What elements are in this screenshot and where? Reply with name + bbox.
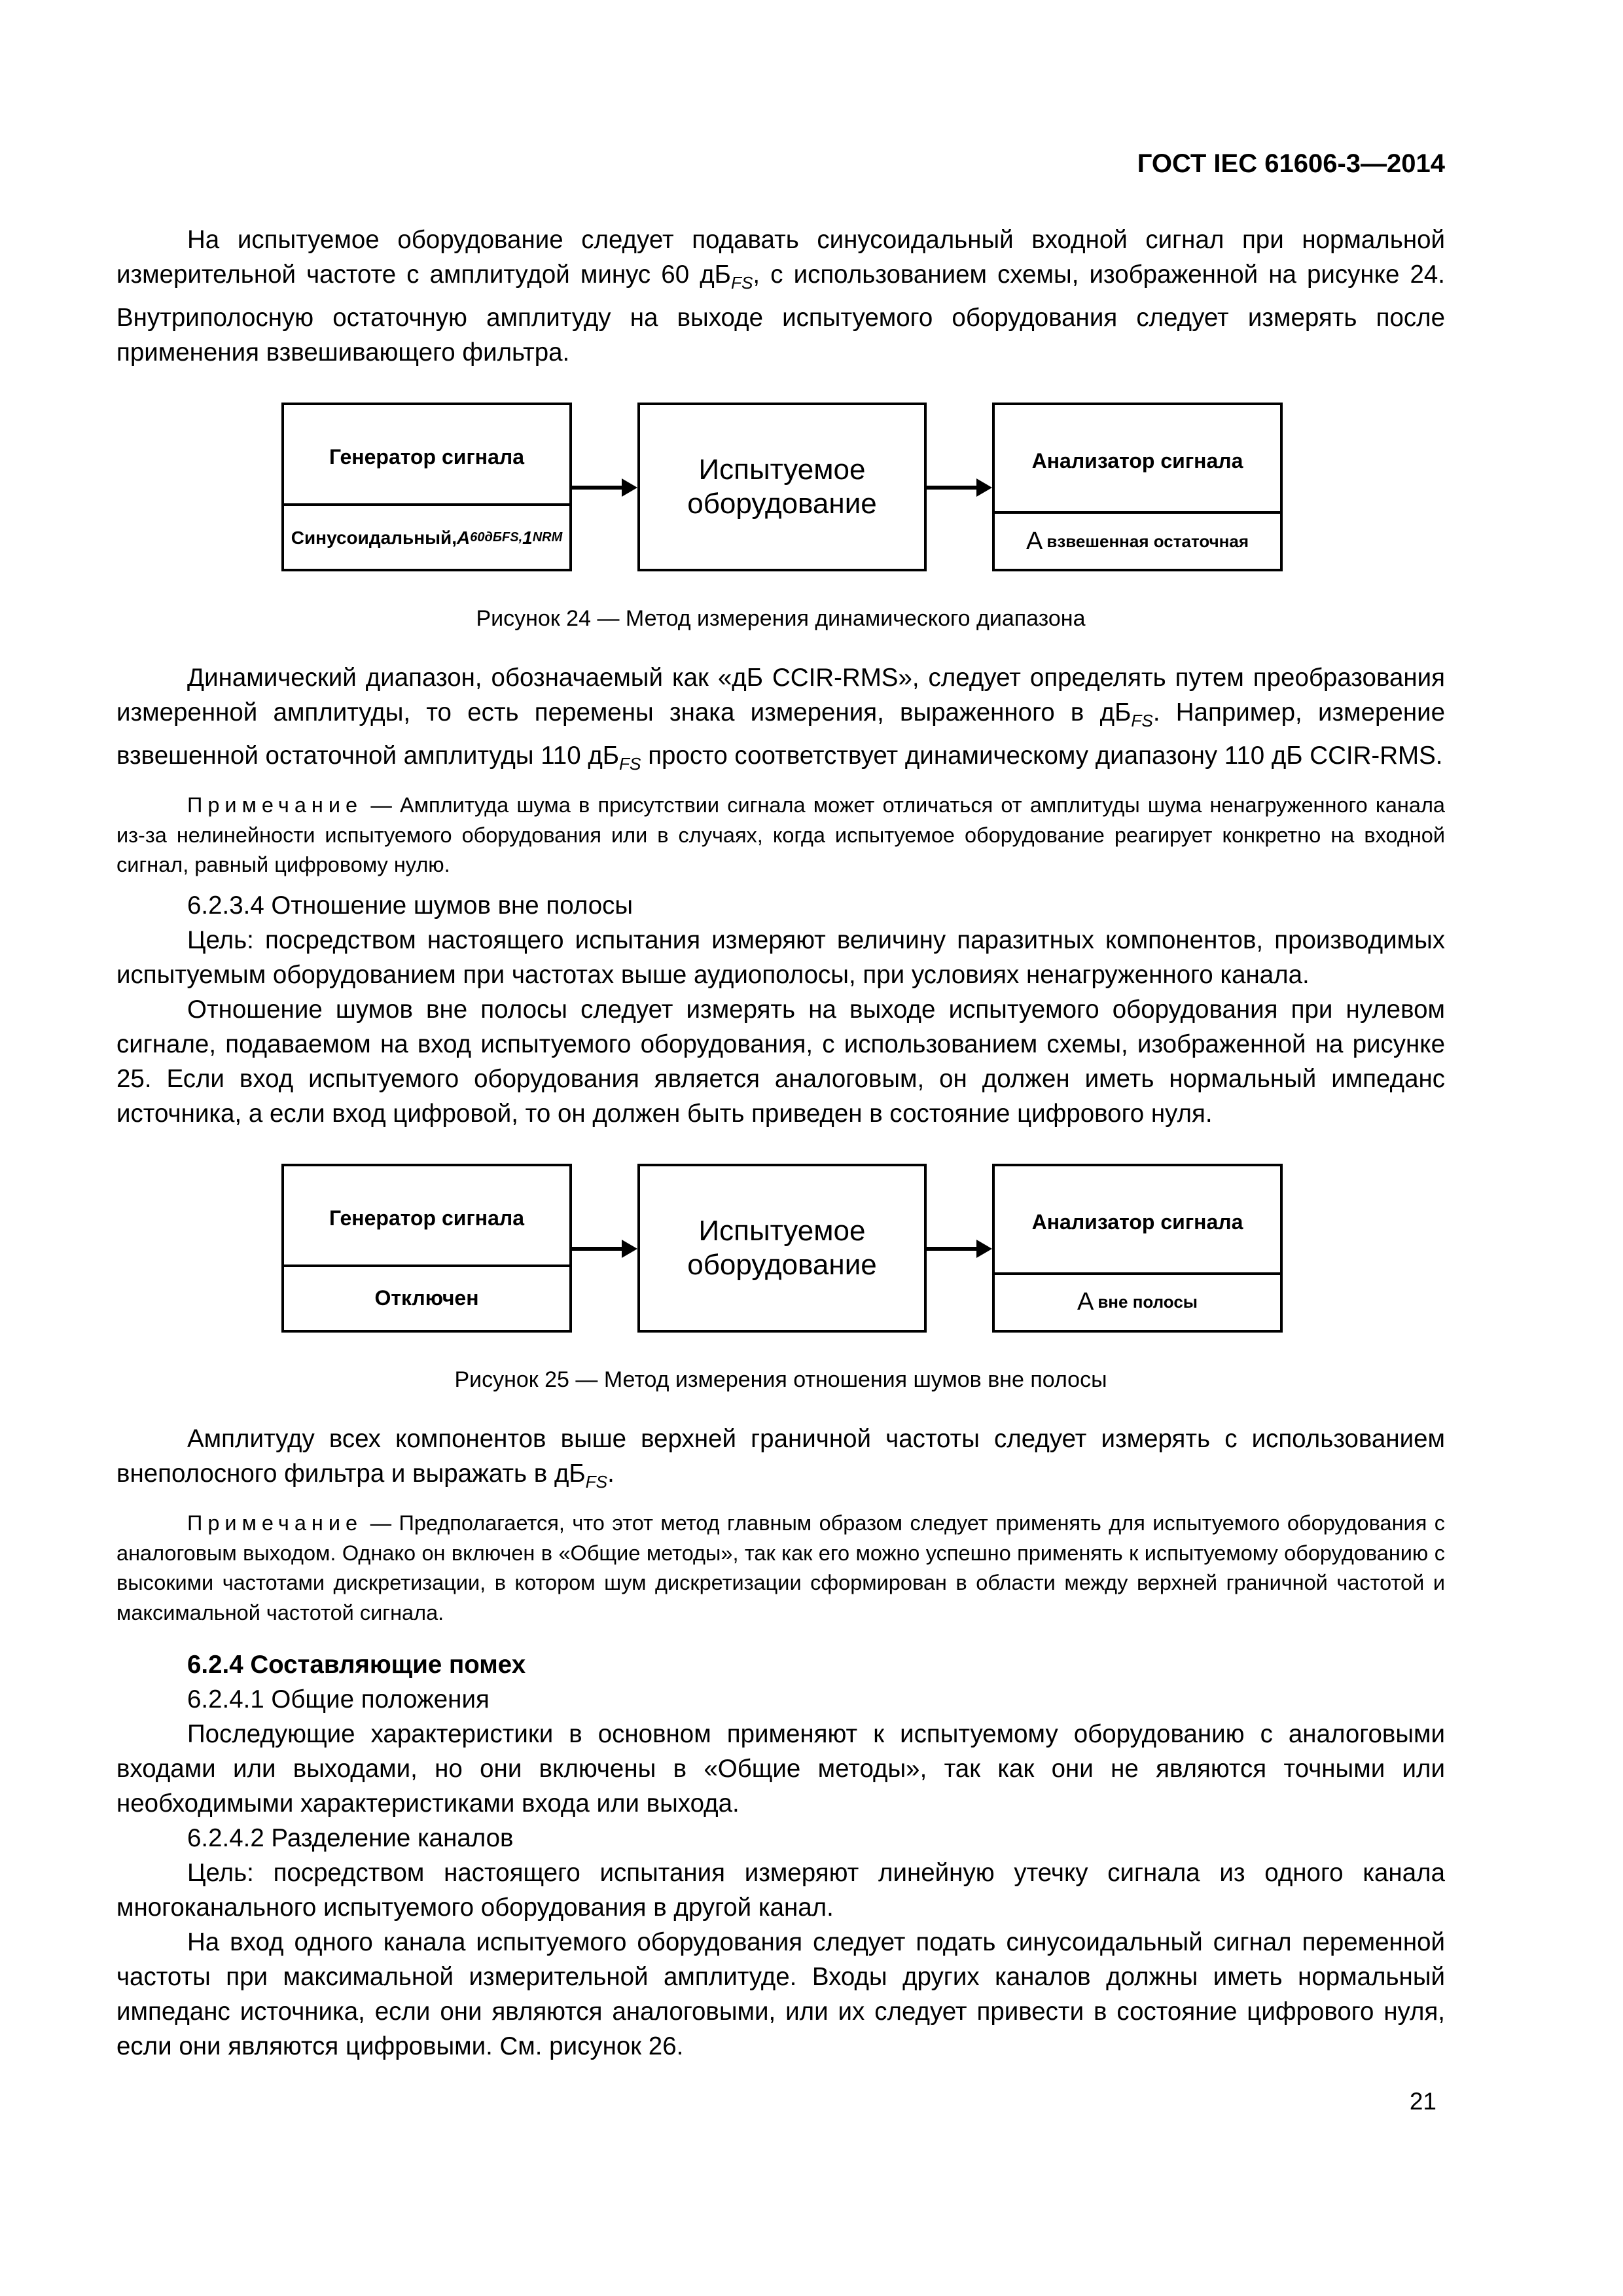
analyzer-measure: A взвешенная остаточная bbox=[995, 511, 1280, 569]
paragraph-2: Динамический диапазон, обозначаемый как «дБ CCIR-RMS», следует определять путем преобразования измеренной амплитуды, то есть перемены знака измерения, выраженного в $дБ_{FS}$. Например, измерение взвешенной остаточной амплитуды 110 $дБ_{FS}$ просто соответствует динамическому диапазону 110 дБ CCIR-RMS. bbox=[116, 664, 1446, 774]
paragraph-5: Амплитуду всех компонентов выше верхней граничной частоты следует измерять с использованием внеполосного фильтра и выражать в $дБ_{FS}$. bbox=[116, 1424, 1445, 1492]
analyzer-title: Анализатор сигнала bbox=[1031, 449, 1243, 473]
signal-analyzer-box bbox=[992, 403, 1283, 571]
paragraph-6: Последующие характеристики в основном применяют к испытуемому оборудованию с аналоговыми входами или выходами, но они включены в «Общие методы», так как они не являются точными или необходимыми характеристиками входа или выхода. bbox=[116, 1720, 1445, 1818]
arrow-icon bbox=[572, 475, 637, 501]
document-id-header: ГОСТ IEC 61606-3—2014 bbox=[1137, 149, 1445, 178]
generator-state: Отключен bbox=[284, 1265, 569, 1330]
section-6-2-4-heading: 6.2.4 Составляющие помех bbox=[187, 1651, 526, 1679]
note-1: Примечание — Амплитуда шума в присутствии сигнала может отличаться от амплитуды шума ненагруженного канала из-за нелинейности испытуемого оборудования или в случаях, когда испытуемое оборудование реагирует конкретно на входной сигнал, равный цифровому нулю. bbox=[116, 793, 1445, 877]
device-under-test-box: Испытуемое оборудование bbox=[637, 1164, 927, 1333]
section-6-2-4-2: 6.2.4.2 Разделение каналов bbox=[187, 1824, 514, 1853]
generator-settings: Синусоидальный, A 60дБFS, 1 NRM bbox=[284, 503, 569, 569]
paragraph-1: На испытуемое оборудование следует подавать синусоидальный входной сигнал при нормальной измерительной частоте с амплитудой минус 60 $дБ_{FS}$, с использованием схемы, изображенной на рисунке 24. Внутриполосную остаточную амплитуду на выходе испытуемого оборудования следует измерять после применения взвешивающего фильтра. bbox=[116, 226, 1445, 367]
generator-title: Генератор сигнала bbox=[329, 445, 525, 469]
analyzer-title: Анализатор сигнала bbox=[1031, 1210, 1243, 1234]
signal-analyzer-box bbox=[992, 1164, 1283, 1333]
paragraph-8: На вход одного канала испытуемого оборудования следует подать синусоидальный сигнал переменной частоты при максимальной измерительной амплитуде. Входы других каналов должны иметь нормальный импеданс источника, если они являются аналоговыми, или их следует привести в состояние цифрового нуля, если они являются цифровыми. См. рисунок 26. bbox=[116, 1928, 1445, 2061]
arrow-icon bbox=[927, 475, 992, 501]
note-2: Примечание — Предполагается, что этот метод главным образом следует применять для испытуемого оборудования с аналоговым выходом. Однако он включен в «Общие методы», так как его можно успешно применять к испытуемому оборудованию с высокими частотами дискретизации, в котором шум дискретизации сформирован в области между верхней граничной частотой и максимальной частотой сигнала. bbox=[116, 1511, 1445, 1624]
page-content bbox=[116, 223, 1445, 2064]
section-6-2-4-1: 6.2.4.1 Общие положения bbox=[187, 1685, 490, 1714]
paragraph-7: Цель: посредством настоящего испытания измеряют линейную утечку сигнала из одного канала многоканального испытуемого оборудования в другой канал. bbox=[116, 1859, 1445, 1922]
paragraph-3: Цель: посредством настоящего испытания измеряют величину паразитных компонентов, производимых испытуемым оборудованием при частотах выше аудиополосы, при условиях ненагруженного канала. bbox=[116, 925, 1445, 989]
arrow-icon bbox=[572, 1236, 637, 1262]
analyzer-measure: A вне полосы bbox=[995, 1272, 1280, 1330]
paragraph-4: Отношение шумов вне полосы следует измерять на выходе испытуемого оборудования при нулевом сигнале, подаваемом на вход испытуемого оборудования, с использованием схемы, изображенной на рисунке 25. Если вход испытуемого оборудования является аналоговым, он должен иметь нормальный импеданс источника, а если вход цифровой, то он должен быть приведен в состояние цифрового нуля. bbox=[116, 995, 1445, 1128]
generator-title: Генератор сигнала bbox=[329, 1206, 525, 1230]
figure-24-caption: Рисунок 24 — Метод измерения динамического диапазона bbox=[476, 606, 1086, 632]
device-under-test-box: Испытуемое оборудование bbox=[637, 403, 927, 571]
signal-generator-box bbox=[281, 403, 572, 571]
figure-25-diagram bbox=[116, 1164, 1445, 1334]
figure-24-diagram bbox=[116, 403, 1445, 573]
page-number: 21 bbox=[1409, 2088, 1436, 2115]
signal-generator-box bbox=[281, 1164, 572, 1333]
figure-25-caption: Рисунок 25 — Метод измерения отношения шумов вне полосы bbox=[454, 1367, 1107, 1392]
arrow-icon bbox=[927, 1236, 992, 1262]
section-6-2-3-4: 6.2.3.4 Отношение шумов вне полосы bbox=[187, 891, 633, 920]
